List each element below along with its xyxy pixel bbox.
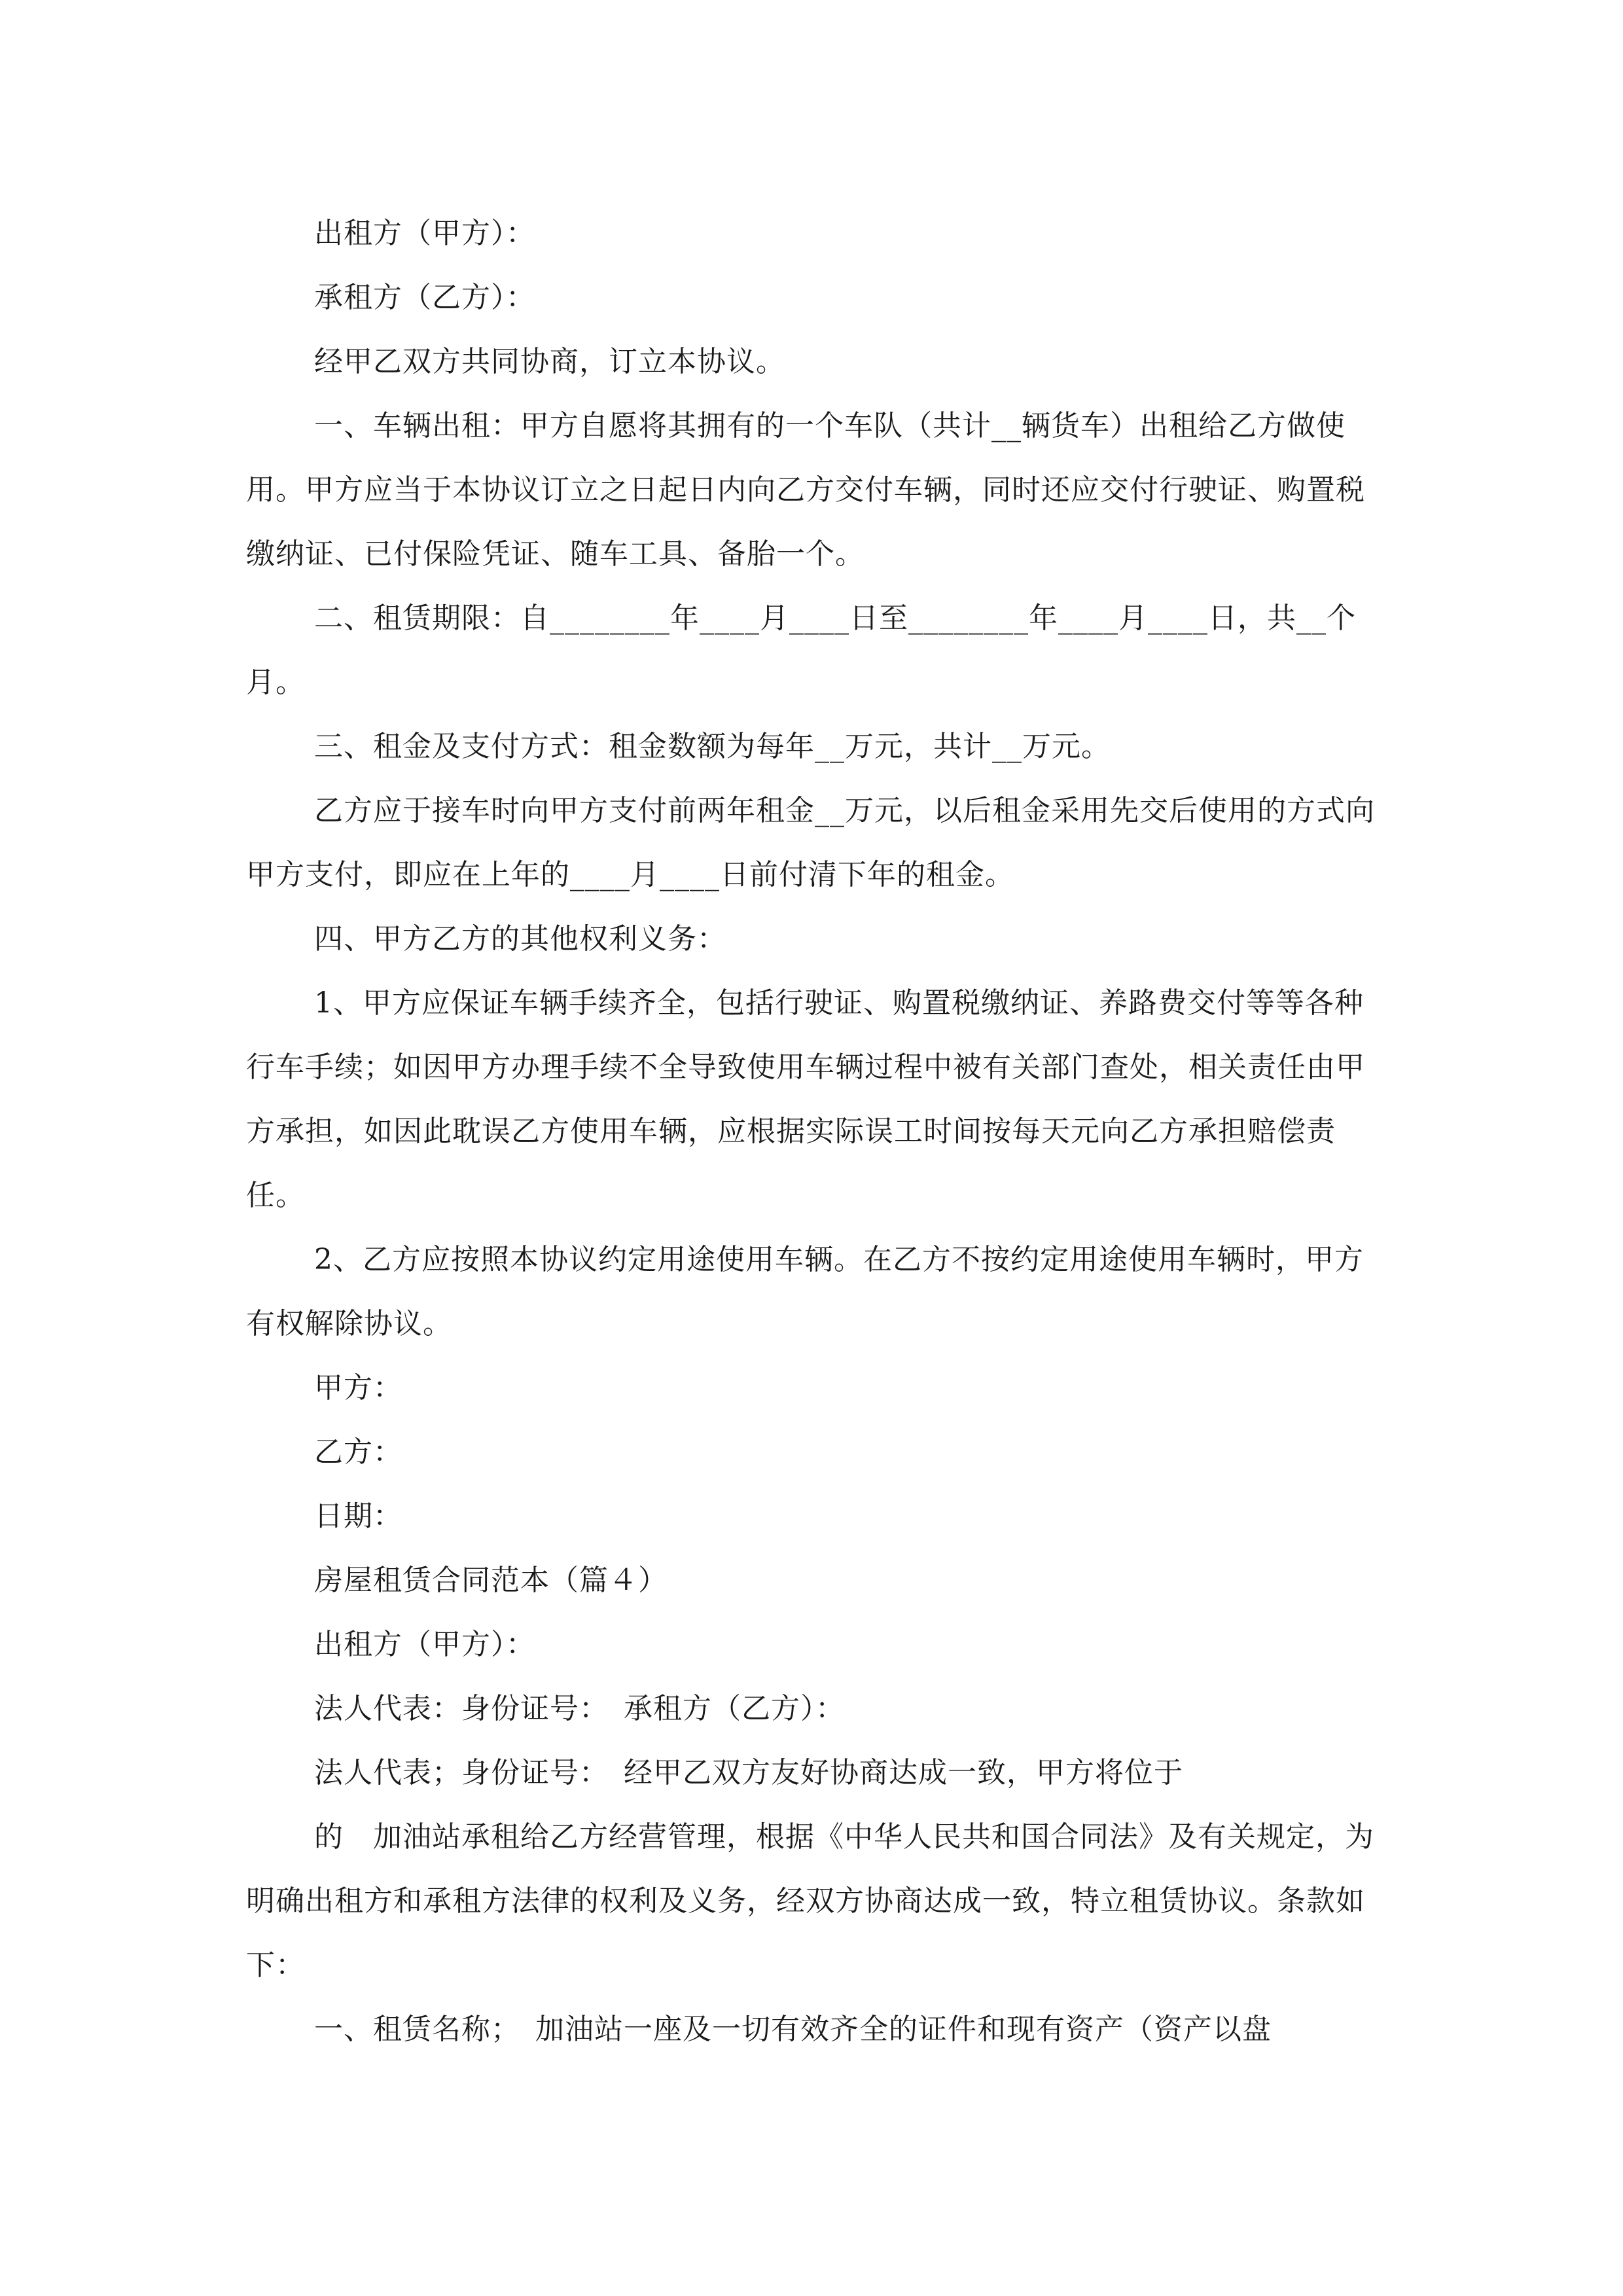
clause-lease-name: 一、租赁名称； 加油站一座及一切有效齐全的证件和现有资产（资产以盘 [314, 2013, 1272, 2046]
clause-rights-obligations: 四、甲方乙方的其他权利义务： [314, 922, 726, 956]
clause-vehicle-rental: 一、车辆出租：甲方自愿将其拥有的一个车队（共计__辆货车）出租给乙方做使用。甲方应当于本协议订立之日起日内向乙方交付车辆，同时还应交付行驶证、购置税缴纳证、已付保险凭证、随车工具、备胎一个。 [246, 409, 1365, 571]
clause-rent-payment: 三、租金及支付方式：租金数额为每年__万元，共计__万元。 [314, 730, 1111, 763]
lessor-line: 出租方（甲方）： [314, 217, 535, 250]
signature-date: 日期： [314, 1499, 402, 1533]
document-body [246, 202, 1385, 2062]
section-title: 房屋租赁合同范本（篇４） [314, 1564, 668, 1597]
signature-party-b: 乙方： [314, 1435, 402, 1469]
lessor-line-2: 出租方（甲方）： [314, 1628, 535, 1661]
signature-party-a: 甲方： [314, 1371, 402, 1405]
clause-rent-schedule: 乙方应于接车时向甲方支付前两年租金__万元，以后租金采用先交后使用的方式向甲方支付，即应在上年的____月____日前付清下年的租金。 [246, 794, 1375, 891]
agreement-intro: 经甲乙双方共同协商，订立本协议。 [314, 345, 785, 378]
legal-rep-line-2: 法人代表；身份证号： 经甲乙双方友好协商达成一致，甲方将位于 [314, 1756, 1183, 1789]
lessee-line: 承租方（乙方）： [314, 281, 535, 314]
clause-lease-term: 二、租赁期限：自________年____月____日至________年____月____日，共__个月。 [246, 601, 1356, 699]
clause-item-1: 1、甲方应保证车辆手续齐全，包括行驶证、购置税缴纳证、养路费交付等等各种行车手续；如因甲方办理手续不全导致使用车辆过程中被有关部门查处，相关责任由甲方承担，如因此耽误乙方使用车辆，应根据实际误工时间按每天元向乙方承担赔偿责任。 [246, 986, 1365, 1212]
legal-rep-line-1: 法人代表：身份证号： 承租方（乙方）： [314, 1692, 845, 1725]
clause-item-2: 2、乙方应按照本协议约定用途使用车辆。在乙方不按约定用途使用车辆时，甲方有权解除协议。 [246, 1243, 1364, 1340]
gas-station-intro: 的 加油站承租给乙方经营管理，根据《中华人民共和国合同法》及有关规定，为明确出租方和承租方法律的权利及义务，经双方协商达成一致，特立租赁协议。条款如下： [246, 1820, 1374, 1982]
